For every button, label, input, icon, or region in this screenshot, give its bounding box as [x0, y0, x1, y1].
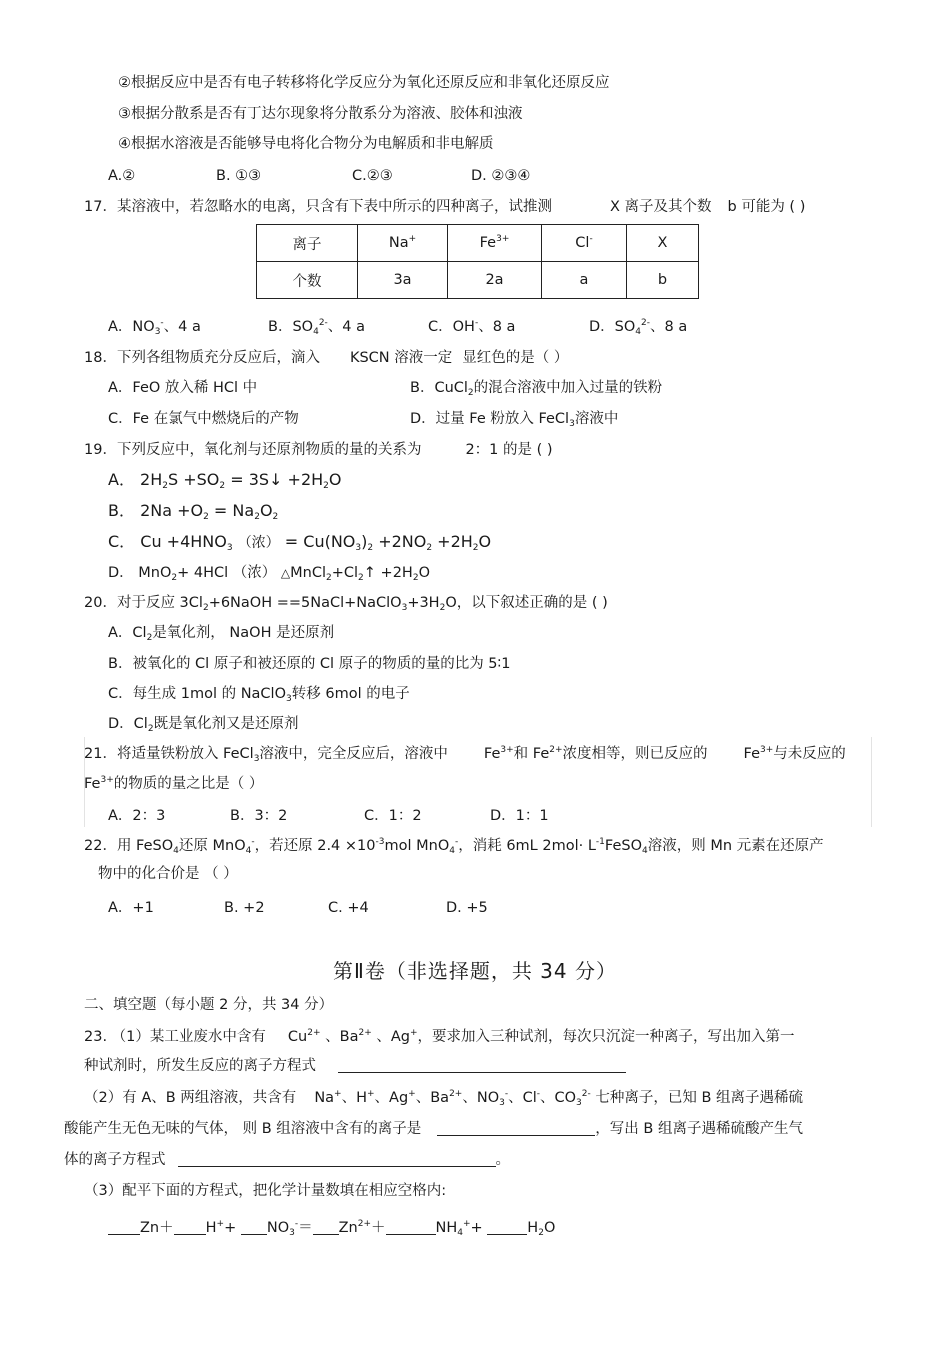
table-cell: $Fe^{3+}$	[448, 225, 542, 262]
coefficient-blank[interactable]	[313, 1218, 339, 1235]
q21-choice-d: D．1：1	[490, 808, 549, 824]
table-cell: a	[542, 262, 627, 299]
coefficient-blank[interactable]	[241, 1218, 267, 1235]
q22-choice-a: A．+1	[108, 900, 154, 916]
q18-choice-b: B．CuCl$_2$的混合溶液中加入过量的铁粉	[410, 380, 663, 398]
q19-choice-a: A． $2H_2S +SO_2$ = 3S↓ $+2H_2O$	[108, 470, 342, 491]
q16-choice-a: A.②	[108, 168, 136, 184]
q23-part2: （2）有 A、B 两组溶液，共含有 Na+、H+、Ag+、$Ba^{2+}$、$NO_3^-$、Cl-、$CO_3^{2-}$ 七种离子，已知 B 组离子遇稀硫	[84, 1089, 804, 1108]
q21-choice-b: B．3：2	[230, 808, 288, 824]
q23-part2-line2: 酸能产生无色无味的气体， 则 B 组溶液中含有的离子是 ，写出 B 组离子遇稀硫酸产生气	[64, 1121, 803, 1137]
q22-stem: 22．用 FeSO$_4$还原 MnO$_4$-，若还原 $2.4 \times 10^{-3}mol$ MnO$_4$-，消耗 6mL $2mol\cdot L^{-1}FeSO_4$溶液，则 Mn 元素在还原产	[84, 837, 824, 856]
q23-part1: 23. （1）某工业废水中含有 $Cu^{2+}$ 、$Ba^{2+}$ 、Ag+，要求加入三种试剂，每次只沉淀一种离子，写出加入第一	[84, 1028, 795, 1045]
q23-part3: （3）配平下面的方程式，把化学计量数填在相应空格内:	[84, 1183, 447, 1199]
q17-choice-a: A．$NO_3^-$、4 a	[108, 318, 201, 337]
q17-stem: 17．某溶液中，若忽略水的电离，只含有下表中所示的四种离子，试推测 X 离子及其个数 b 可能为 ( )	[84, 199, 806, 215]
q21-choice-a: A．2：3	[108, 808, 166, 824]
scan-line	[871, 737, 872, 827]
statement-3: ③根据分散系是否有丁达尔现象将分散系分为溶液、胶体和浊液	[118, 106, 523, 122]
q21-stem: 21．将适量铁粉放入 FeCl$_3$溶液中，完全反应后，溶液中 $Fe^{3+}$和 $Fe^{2+}$浓度相等，则已反应的 $Fe^{3+}$与未反应的	[84, 745, 846, 764]
balance-equation: $Zn+ H^++ NO_3^-= Zn^{2+}+ NH_4^++ H_2O$	[108, 1218, 555, 1238]
q19-choice-c: C． $Cu +4HNO_3$ （浓） = $Cu(NO_3)_2 +2NO_2 +2H_2O$	[108, 532, 492, 553]
q20-stem: 20．对于反应 $3Cl_2+6NaOH$ $==5NaCl+NaClO_3+3H_2O$，以下叙述正确的是 ( )	[84, 595, 608, 613]
q19-stem: 19．下列反应中，氧化剂与还原剂物质的量的关系为 2：1 的是 ( )	[84, 442, 553, 458]
table-cell: 离子	[257, 225, 358, 262]
q16-choice-c: C.②③	[352, 168, 393, 184]
q17-choice-c: C．OH-、8 a	[428, 318, 516, 335]
answer-blank[interactable]	[437, 1119, 595, 1136]
coefficient-blank[interactable]	[487, 1218, 527, 1235]
table-cell: X	[627, 225, 699, 262]
coefficient-blank[interactable]	[108, 1218, 140, 1235]
answer-blank[interactable]	[178, 1150, 496, 1167]
q22-choice-b: B. +2	[224, 900, 265, 916]
statement-4: ④根据水溶液是否能够导电将化合物分为电解质和非电解质	[118, 136, 494, 152]
q20-choice-a: A．$Cl_2$是氧化剂， NaOH 是还原剂	[108, 625, 335, 643]
ion-table	[256, 224, 699, 299]
q16-choice-d: D. ②③④	[471, 168, 531, 184]
statement-2: ②根据反应中是否有电子转移将化学反应分为氧化还原反应和非氧化还原反应	[118, 75, 610, 91]
q23-part1-line2: 种试剂时，所发生反应的离子方程式	[84, 1056, 626, 1076]
q19-choice-d: D． MnO$_2$+ 4HCl （浓） $\triangle MnCl_2+Cl_2↑ +2H_2O$	[108, 565, 430, 583]
table-cell: 个数	[257, 262, 358, 299]
q18-choice-a: A．FeO 放入稀 HCl 中	[108, 380, 258, 396]
table-cell: Na+	[358, 225, 448, 262]
coefficient-blank[interactable]	[174, 1218, 206, 1235]
q19-choice-b: B． $2Na +O_2 = Na_2O_2$	[108, 501, 279, 522]
q18-choice-c: C．Fe 在氯气中燃烧后的产物	[108, 411, 299, 427]
q20-choice-b: B．被氧化的 Cl 原子和被还原的 Cl 原子的物质的量的比为 5∶1	[108, 656, 511, 672]
q17-choice-d: D．$SO_4^{2-}$、8 a	[589, 318, 688, 337]
q18-stem: 18．下列各组物质充分反应后，滴入 KSCN 溶液一定 显红色的是（ ）	[84, 350, 569, 366]
answer-blank[interactable]	[338, 1056, 626, 1073]
q22-choice-d: D. +5	[446, 900, 488, 916]
q20-choice-c: C．每生成 1mol 的 NaClO$_3$转移 6mol 的电子	[108, 686, 410, 704]
table-row	[257, 262, 699, 299]
q18-choice-d: D．过量 Fe 粉放入 FeCl$_3$溶液中	[410, 411, 619, 429]
q21-stem-line2: $Fe^{3+}$的物质的量之比是（ ）	[84, 775, 264, 792]
q16-choice-b: B. ①③	[216, 168, 262, 184]
section-heading: 二、填空题（每小题 2 分，共 34 分）	[84, 997, 334, 1013]
q17-choice-b: B．$SO_4^{2-}$、4 a	[268, 318, 366, 337]
q20-choice-d: D．$Cl_2$既是氧化剂又是还原剂	[108, 716, 299, 734]
table-cell: 3a	[358, 262, 448, 299]
coefficient-blank[interactable]	[386, 1218, 436, 1235]
table-cell: b	[627, 262, 699, 299]
table-cell: 2a	[448, 262, 542, 299]
q22-choice-c: C. +4	[328, 900, 369, 916]
table-cell: Cl-	[542, 225, 627, 262]
q23-part2-line3: 体的离子方程式 。	[64, 1152, 510, 1168]
q22-stem-line2: 物中的化合价是 （ ）	[98, 866, 238, 882]
section-title: 第Ⅱ卷（非选择题，共 34 分）	[332, 959, 617, 983]
table-row	[257, 225, 699, 262]
q21-choice-c: C．1：2	[364, 808, 422, 824]
